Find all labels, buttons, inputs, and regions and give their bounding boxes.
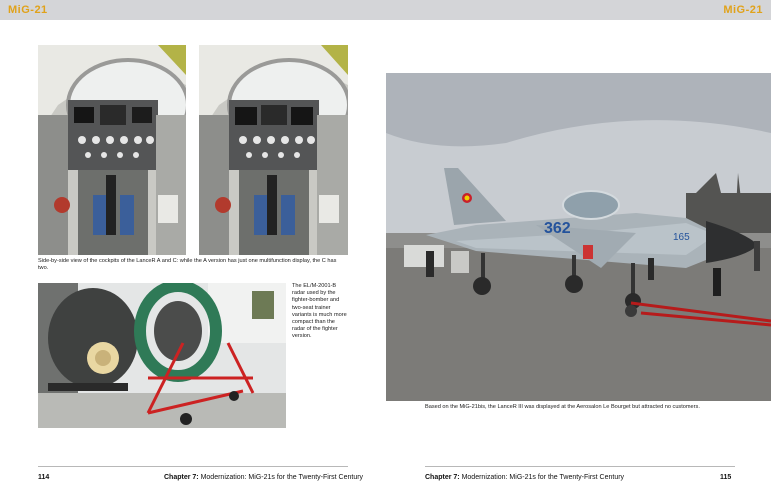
footer-rule-left: [38, 466, 348, 467]
chapter-text-right: Modernization: MiG-21s for the Twenty-First Century: [461, 474, 625, 481]
aircraft-caption: Based on the MiG-21bis, the LanceR III was displayed at the Aerosalon Le Bourget but attracted no customers.: [425, 404, 700, 410]
tail-number: 165: [673, 232, 690, 243]
radar-photo: [38, 283, 286, 428]
chapter-label-right: Chapter 7:: [425, 474, 460, 481]
cockpit-caption: Side-by-side view of the cockpits of the LanceR A and C: while the A version has just one multifunction display, the C has two.: [38, 258, 337, 272]
chapter-title-left: [164, 474, 363, 481]
page-number-right-value: 115: [720, 474, 732, 481]
page-number-right: [720, 474, 731, 481]
chapter-title-right: [425, 474, 624, 481]
radar-caption: The EL/M-2001-B radar used by the fighter-bomber and two-seat trainer variants is much more compact than the radar of the fighter version.: [292, 283, 347, 340]
page-number-left: [38, 474, 49, 481]
chapter-label-left: Chapter 7:: [164, 474, 199, 481]
cockpit-photo-lancer-a: [38, 45, 186, 255]
running-head-left: MiG-21: [8, 4, 48, 16]
header-band: [0, 0, 771, 20]
nose-number: 362: [544, 220, 571, 237]
aircraft-photo: [386, 73, 771, 401]
page-number-left-value: 114: [38, 474, 50, 481]
cockpit-photo-lancer-c: [199, 45, 348, 255]
chapter-text-left: Modernization: MiG-21s for the Twenty-First Century: [200, 474, 364, 481]
footer-rule-right: [425, 466, 735, 467]
running-head-right: MiG-21: [723, 4, 763, 16]
